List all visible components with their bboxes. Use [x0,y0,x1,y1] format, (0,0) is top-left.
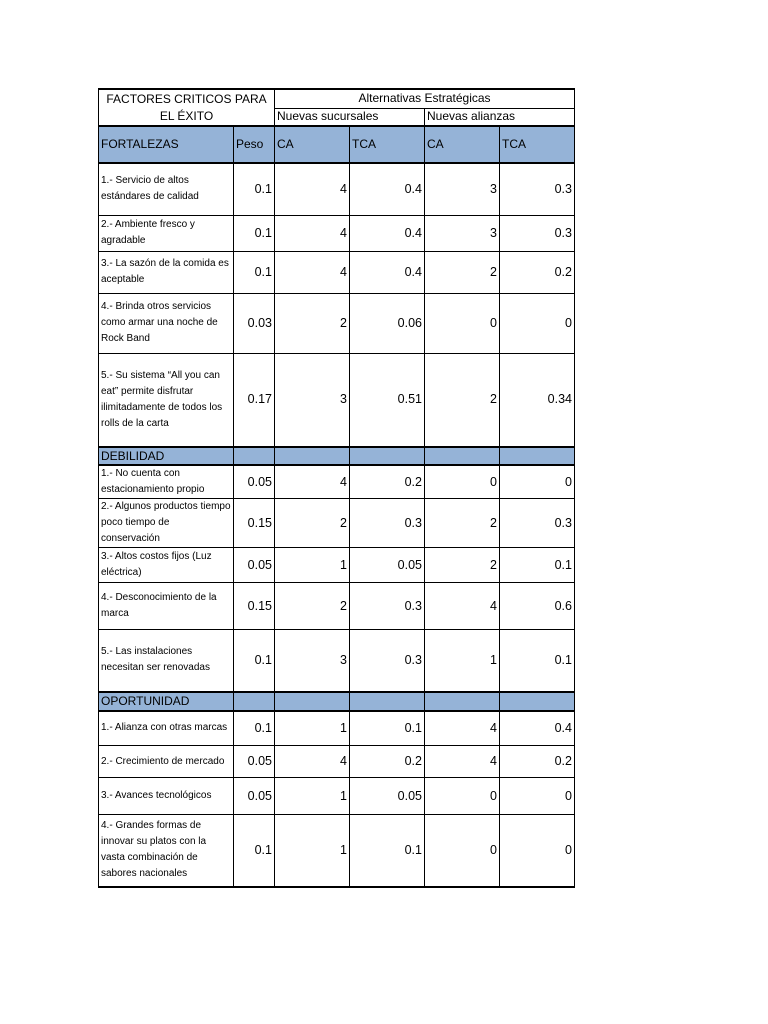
alt2-ca-cell: 2 [425,353,500,447]
alt1-tca-cell: 0.4 [350,163,425,215]
table-row [99,353,575,447]
alt1-tca-header: TCA [350,126,425,163]
section-header-cell [234,692,275,711]
weight-cell: 0.1 [234,251,275,293]
factor-cell: 4.- Grandes formas de innovar su platos con la vasta combinación de sabores nacionales [99,815,234,887]
alt2-ca-cell: 4 [425,711,500,746]
alt1-tca-cell: 0.3 [350,499,425,548]
alt1-ca-cell: 1 [275,815,350,887]
alt1-tca-cell: 0.2 [350,746,425,778]
alt2-tca-cell: 0.3 [500,215,575,251]
weight-cell: 0.1 [234,163,275,215]
weight-cell: 0.1 [234,215,275,251]
alt2-ca-cell: 4 [425,746,500,778]
factor-cell: 1.- Alianza con otras marcas [99,711,234,746]
alt1-tca-cell: 0.06 [350,293,425,353]
section-header-row [99,447,575,465]
table-row [99,163,575,215]
weight-cell: 0.03 [234,293,275,353]
alt1-ca-cell: 2 [275,583,350,630]
weight-cell: 0.1 [234,815,275,887]
alternatives-title: Alternativas Estratégicas [275,89,575,108]
alt1-tca-cell: 0.1 [350,711,425,746]
factor-cell: 2.- Algunos productos tiempo poco tiempo de conservación [99,499,234,548]
alt2-ca-cell: 2 [425,548,500,583]
alt1-ca-cell: 1 [275,548,350,583]
table-row [99,815,575,887]
section-header-cell [275,447,350,465]
alt1-ca-cell: 3 [275,630,350,692]
factor-cell: 4.- Desconocimiento de la marca [99,583,234,630]
weight-cell: 0.1 [234,711,275,746]
alt1-tca-cell: 0.4 [350,251,425,293]
table-row [99,215,575,251]
alt2-tca-header: TCA [500,126,575,163]
factor-cell: 1.- Servicio de altos estándares de calidad [99,163,234,215]
alt2-tca-cell: 0 [500,815,575,887]
section-header-cell [350,692,425,711]
section-header-cell [425,447,500,465]
alt1-ca-header: CA [275,126,350,163]
factor-cell: 3.- La sazón de la comida es aceptable [99,251,234,293]
table-row [99,778,575,815]
alt2-ca-cell: 2 [425,499,500,548]
section-header-cell [275,692,350,711]
alt2-tca-cell: 0.1 [500,630,575,692]
section-header-cell [425,692,500,711]
alt1-ca-cell: 4 [275,163,350,215]
section-title: FORTALEZAS [99,126,234,163]
alt1-tca-cell: 0.05 [350,548,425,583]
alt2-tca-cell: 0.4 [500,711,575,746]
weight-cell: 0.05 [234,746,275,778]
alt2-tca-cell: 0 [500,465,575,499]
table-row [99,293,575,353]
alt1-ca-cell: 2 [275,293,350,353]
section-title: DEBILIDAD [99,447,234,465]
alt2-ca-cell: 0 [425,815,500,887]
weight-cell: 0.05 [234,548,275,583]
alt2-ca-cell: 0 [425,778,500,815]
table-row [99,711,575,746]
alt2-ca-cell: 0 [425,293,500,353]
section-header-cell [350,447,425,465]
alt1-header: Nuevas sucursales [275,108,425,126]
alt2-tca-cell: 0.34 [500,353,575,447]
alt1-ca-cell: 1 [275,711,350,746]
alt2-ca-cell: 3 [425,215,500,251]
factors-title: FACTORES CRITICOS PARA EL ÉXITO [99,89,275,126]
alt1-ca-cell: 1 [275,778,350,815]
table-row [99,630,575,692]
alt1-tca-cell: 0.3 [350,630,425,692]
alt2-tca-cell: 0 [500,778,575,815]
alt1-ca-cell: 2 [275,499,350,548]
section-header-row [99,692,575,711]
weight-cell: 0.1 [234,630,275,692]
alt2-ca-cell: 2 [425,251,500,293]
weight-header: Peso [234,126,275,163]
table-row [99,499,575,548]
alt2-ca-cell: 4 [425,583,500,630]
evaluation-matrix-table [98,88,575,888]
factor-cell: 3.- Avances tecnológicos [99,778,234,815]
factor-cell: 4.- Brinda otros servicios como armar una noche de Rock Band [99,293,234,353]
alt1-tca-cell: 0.2 [350,465,425,499]
alt2-tca-cell: 0.3 [500,499,575,548]
table-row [99,746,575,778]
alt1-tca-cell: 0.05 [350,778,425,815]
alt1-ca-cell: 4 [275,251,350,293]
alt2-header: Nuevas alianzas [425,108,575,126]
section-header-cell [234,447,275,465]
alt1-tca-cell: 0.51 [350,353,425,447]
factor-cell: 5.- Su sistema “All you can eat” permite disfrutar ilimitadamente de todos los rolls de la carta [99,353,234,447]
weight-cell: 0.05 [234,778,275,815]
weight-cell: 0.17 [234,353,275,447]
factor-cell: 2.- Ambiente fresco y agradable [99,215,234,251]
alt2-tca-cell: 0.1 [500,548,575,583]
weight-cell: 0.05 [234,465,275,499]
weight-cell: 0.15 [234,499,275,548]
alt2-ca-cell: 1 [425,630,500,692]
factor-cell: 2.- Crecimiento de mercado [99,746,234,778]
table-row [99,583,575,630]
table-row [99,548,575,583]
alt1-ca-cell: 3 [275,353,350,447]
alt1-ca-cell: 4 [275,746,350,778]
factor-cell: 3.- Altos costos fijos (Luz eléctrica) [99,548,234,583]
alt2-ca-header: CA [425,126,500,163]
table-row [99,251,575,293]
section-header-row [99,126,575,163]
weight-cell: 0.15 [234,583,275,630]
alt1-ca-cell: 4 [275,215,350,251]
alt2-ca-cell: 0 [425,465,500,499]
table-row [99,465,575,499]
factor-cell: 1.- No cuenta con estacionamiento propio [99,465,234,499]
alt2-tca-cell: 0.3 [500,163,575,215]
alt2-tca-cell: 0.2 [500,251,575,293]
factor-cell: 5.- Las instalaciones necesitan ser renovadas [99,630,234,692]
section-title: OPORTUNIDAD [99,692,234,711]
alt1-ca-cell: 4 [275,465,350,499]
section-header-cell [500,692,575,711]
alt1-tca-cell: 0.1 [350,815,425,887]
alt2-ca-cell: 3 [425,163,500,215]
section-header-cell [500,447,575,465]
alt1-tca-cell: 0.3 [350,583,425,630]
alt1-tca-cell: 0.4 [350,215,425,251]
alt2-tca-cell: 0.6 [500,583,575,630]
alt2-tca-cell: 0.2 [500,746,575,778]
alt2-tca-cell: 0 [500,293,575,353]
